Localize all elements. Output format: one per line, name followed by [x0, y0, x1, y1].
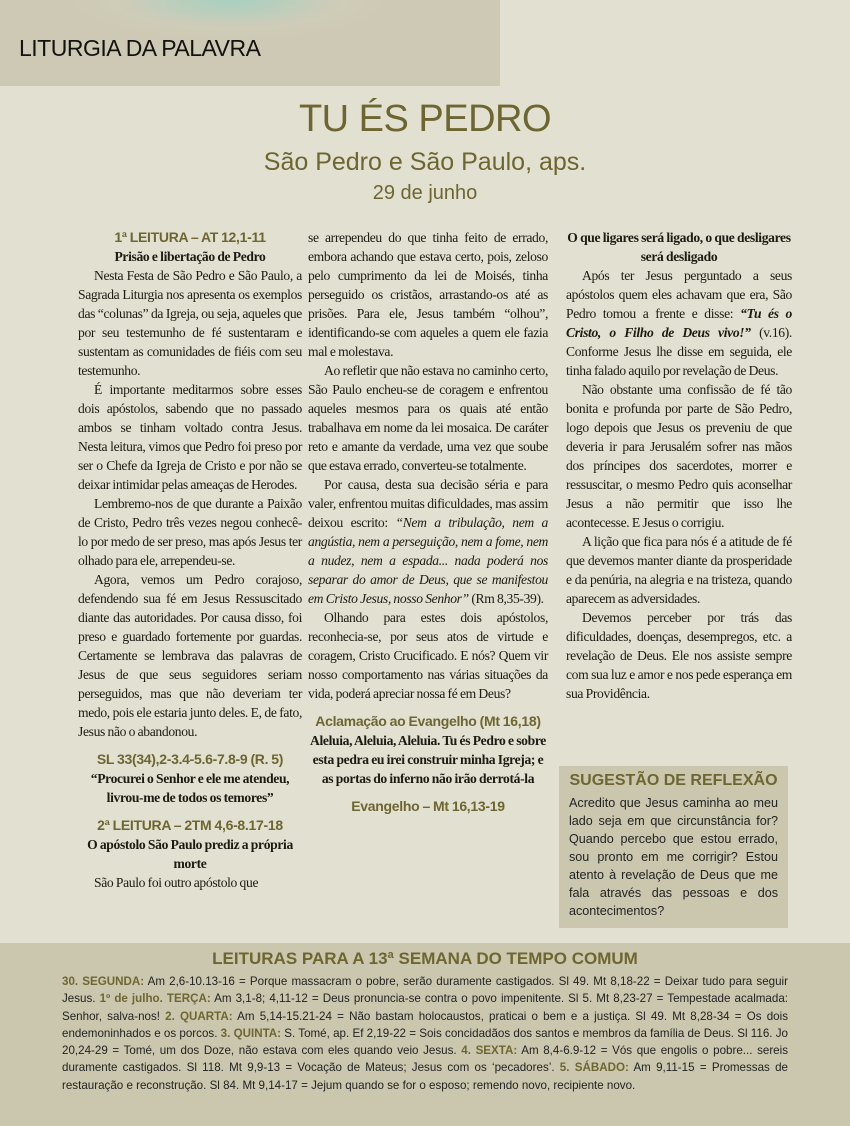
weekly-readings-title: LEITURAS PARA A 13ª SEMANA DO TEMPO COMUM — [212, 949, 638, 968]
day-readings: Am 9,11-15 = Promessas de restauração e reconstrução. Sl 84. Mt 9,14-17 = Jejum quando se for o esposo; remendo novo, recipiente novo. — [62, 1061, 788, 1092]
page-date: 29 de junho — [372, 182, 478, 204]
quote: “Nem a tribulação, nem a angústia, nem a perseguição, nem a fome, nem a nudez, nem a espada... nada poderá nos separar do amor de Deus, que se manifestou em Cristo Jesus, nosso Senhor” — [308, 515, 548, 606]
paragraph — [308, 475, 548, 608]
day-label: 4. SEXTA: — [461, 1044, 518, 1058]
text: (Rm 8,35-39). — [468, 591, 544, 606]
day-readings: S. Tomé, ap. Ef 2,19-22 = Sois concidadãos dos santos e membros da família de Deus. Sl 116. Jo 20,24-29 = Tomé, um dos Doze, não estava com eles quando veio Jesus. — [62, 1026, 788, 1058]
day-label: 30. SEGUNDA: — [62, 975, 145, 988]
text: Por causa, desta sua decisão séria e para valer, enfrentou muitas dificuldades, mas assim deixou escrito: — [308, 477, 548, 530]
paragraph: Agora, vemos um Pedro corajoso, defendendo sua fé em Jesus Ressuscitado diante das autoridades. Por causa disso, foi preso e guardado fortemente por guardas. Certamente se lembrava das palavras de Jesus de que seus seguidores seriam perseguidos, mas que não deveriam ter medo, pois ele estaria junto deles. E, de fato, Jesus não o abandonou. — [78, 572, 302, 739]
psalm-heading: SL 33(34),2-3.4-5.6-7.8-9 (R. 5) — [96, 751, 284, 767]
column-3 — [566, 228, 792, 703]
page-subtitle: São Pedro e São Paulo, aps. — [263, 148, 587, 176]
day-readings: Am 5,14-15.21-24 = Não bastam holocaustos, praticai o bem e a justiça. Sl 49. Mt 8,28-34 = Os dois endemoninhados e os porcos. — [62, 1009, 789, 1040]
day-label: 2. QUARTA: — [165, 1009, 233, 1023]
paragraph: São Paulo foi outro apóstolo que — [94, 875, 259, 890]
column-2 — [308, 228, 548, 816]
first-reading-subtitle: Prisão e libertação de Pedro — [114, 249, 266, 264]
acclamation-text: Aleluia, Aleluia, Aleluia. Tu és Pedro e sobre esta pedra eu irei construir minha Igreja; e as portas do inferno não irão derrotá-la — [310, 733, 546, 786]
reflection-box — [559, 766, 788, 928]
paragraph: A lição que fica para nós é a atitude de fé que devemos manter diante da prosperidade e da penúria, na alegria e na tristeza, quando aparecem as adversidades. — [566, 534, 792, 606]
paragraph: É importante meditarmos sobre esses dois apóstolos, sabendo que no passado ambos se tinham voltado contra Jesus. Nesta leitura, vimos que Pedro foi preso por ser o Chefe da Igreja de Cristo e por não se deixar intimidar pelas ameaças de Herodes. — [78, 382, 302, 492]
day-readings: Am 3,1-8; 4,11-12 = Deus pronuncia-se contra o povo impenitente. Sl 5. Mt 8,23-27 = Tempestade acalmada: Senhor, salva-nos! — [62, 992, 788, 1023]
text: (v.16). Conforme Jesus lhe disse em seguida, ele tinha falado aquilo por revelação de Deus. — [566, 325, 792, 378]
paragraph: Não obstante uma confissão de fé tão bonita e profunda por parte de São Pedro, logo depois que Jesus os preveniu de que deveria ir para Jerusalém sofrer nas mãos dos príncipes dos sacerdotes, morrer e ressuscitar, o mesmo Pedro quis aconselhar Jesus a não permitir que isso lhe acontecesse. E Jesus o corrigiu. — [566, 382, 792, 530]
paragraph: Devemos perceber por trás das dificuldades, doenças, desempregos, etc. a revelação de Deus. Ele nos assiste sempre com sua luz e amor e nos pede esperança em sua Providência. — [566, 610, 792, 701]
day-label: 3. QUINTA: — [220, 1026, 282, 1040]
day-label: 5. SÁBADO: — [559, 1061, 629, 1075]
day-readings: Am 8,4-6.9-12 = Vós que engolis o pobre... sereis duramente castigados. Sl 118. Mt 9,9-13 = Vocação de Mateus; Jesus com os ‘pecadores’. — [62, 1044, 788, 1075]
section-header — [0, 0, 500, 86]
gospel-subtitle: O que ligares será ligado, o que desligares será desligado — [567, 230, 791, 264]
second-reading-subtitle: O apóstolo São Paulo prediz a própria morte — [87, 837, 293, 871]
paragraph: se arrependeu do que tinha feito de errado, embora achando que estava certo, pois, zeloso pelo cumprimento da lei de Moisés, tinha perseguido os cristãos, arrastando-os até as prisões. Para ele, Jesus também “olhou”, identificando-se com aqueles a quem ele fazia mal e molestava. — [308, 230, 548, 359]
acclamation-heading: Aclamação ao Evangelho (Mt 16,18) — [315, 713, 541, 729]
paragraph — [566, 266, 792, 380]
reflection-title: SUGESTÃO DE REFLEXÃO — [569, 772, 778, 789]
gospel-heading: Evangelho – Mt 16,13-19 — [351, 798, 505, 814]
reflection-text: Acredito que Jesus caminha ao meu lado seja em que circunstância for? Quando percebo que estou errado, sou pronto em me corrigir? Estou atento à revelação de Deus que me fala através das pessoas e dos acontecimentos? — [569, 796, 778, 918]
day-label: 1º de julho. TERÇA: — [99, 992, 211, 1006]
weekly-readings — [0, 943, 850, 1126]
weekly-readings-text — [62, 973, 788, 1094]
quote: “Tu és o Cristo, o Filho de Deus vivo!” — [566, 306, 792, 340]
paragraph: Ao refletir que não estava no caminho certo, São Paulo encheu-se de coragem e enfrentou aqueles mesmos para os quais até então trabalhava em nome da lei mosaica. De caráter reto e amante da verdade, uma vez que soube que estava errado, converteu-se totalmente. — [308, 363, 548, 473]
paragraph: Nesta Festa de São Pedro e São Paulo, a Sagrada Liturgia nos apresenta os exemplos das “colunas” da Igreja, ou seja, aqueles que por seu testemunho de fé sustentaram e sustentam as comunidades de fiéis com seu testemunho. — [78, 268, 302, 378]
second-reading-heading: 2ª LEITURA – 2TM 4,6-8.17-18 — [97, 817, 283, 833]
text: Após ter Jesus perguntado a seus apóstolos quem eles achavam que era, São Pedro tomou a frente e disse: — [566, 268, 792, 321]
paragraph: Lembremo-nos de que durante a Paixão de Cristo, Pedro três vezes negou conhecê-lo por medo de ser preso, mas após Jesus ter olhado para ele, arrependeu-se. — [78, 496, 302, 568]
section-title: LITURGIA DA PALAVRA — [19, 35, 261, 61]
page-title: TU ÉS PEDRO — [298, 98, 552, 140]
paragraph: Olhando para estes dois apóstolos, reconhecia-se, por seus atos de virtude e coragem, Cristo Crucificado. E nós? Quem vir nosso comportamento nas várias situações da vida, poderá apreciar nossa fé em Deus? — [308, 610, 548, 701]
psalm-response: “Procurei o Senhor e ele me atendeu, livrou-me de todos os temores” — [90, 771, 290, 805]
column-1 — [78, 228, 302, 892]
day-readings: Am 2,6-10.13-16 = Porque massacram o pobre, serão duramente castigados. Sl 49. Mt 8,18-22 = Deixar tudo para seguir Jesus. — [62, 975, 788, 1006]
first-reading-heading: 1ª LEITURA – AT 12,1-11 — [114, 229, 266, 245]
